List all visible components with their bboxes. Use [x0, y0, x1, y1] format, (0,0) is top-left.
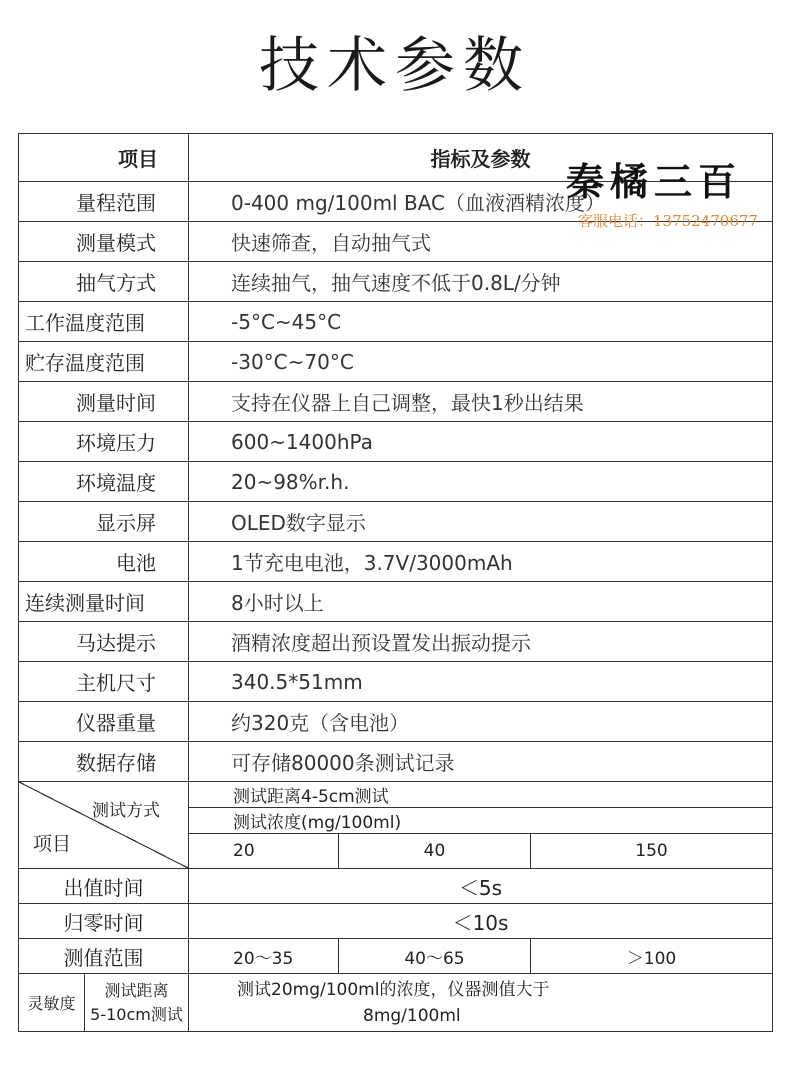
row-label: 仪器重量	[19, 702, 189, 742]
output-time-value: ＜5s	[189, 869, 773, 904]
header-spec: 指标及参数	[189, 134, 773, 182]
zero-time-value: ＜10s	[189, 904, 773, 939]
table-row	[19, 462, 773, 502]
row-value: 1节充电电池，3.7V/3000mAh	[189, 542, 773, 582]
row-value: 可存储80000条测试记录	[189, 742, 773, 782]
table-row	[19, 542, 773, 582]
row-label: 工作温度范围	[19, 302, 189, 342]
row-value: 600~1400hPa	[189, 422, 773, 462]
range-value-1: 20～35	[189, 939, 339, 974]
sensitivity-distance	[85, 974, 189, 1032]
sens-distance-line2: 5-10cm测试	[90, 1004, 183, 1024]
row-value: 340.5*51mm	[189, 662, 773, 702]
table-row	[19, 382, 773, 422]
row-value: 快速筛查，自动抽气式	[189, 222, 773, 262]
sensitivity-row	[19, 974, 773, 1032]
row-value: 0-400 mg/100ml BAC（血液酒精浓度）	[189, 182, 773, 222]
row-label: 显示屏	[19, 502, 189, 542]
table-row	[19, 662, 773, 702]
test-concentration: 测试浓度(mg/100ml)	[189, 808, 773, 834]
row-value: -5°C~45°C	[189, 302, 773, 342]
output-time-label: 出值时间	[19, 869, 189, 904]
row-label: 连续测量时间	[19, 582, 189, 622]
sensitivity-label: 灵敏度	[19, 974, 85, 1032]
row-value: 支持在仪器上自己调整，最快1秒出结果	[189, 382, 773, 422]
header-item: 项目	[19, 134, 189, 182]
row-value: 20~98%r.h.	[189, 462, 773, 502]
zero-time-label: 归零时间	[19, 904, 189, 939]
row-label: 环境压力	[19, 422, 189, 462]
table-row	[19, 582, 773, 622]
conc-value-1: 20	[189, 834, 339, 869]
row-label: 环境温度	[19, 462, 189, 502]
range-label: 测值范围	[19, 939, 189, 974]
range-row	[19, 939, 773, 974]
row-value: OLED数字显示	[189, 502, 773, 542]
table-row	[19, 342, 773, 382]
row-label: 测量模式	[19, 222, 189, 262]
table-row	[19, 422, 773, 462]
row-value: 8小时以上	[189, 582, 773, 622]
output-time-row	[19, 869, 773, 904]
row-label: 马达提示	[19, 622, 189, 662]
row-value: 约320克（含电池）	[189, 702, 773, 742]
range-value-2: 40～65	[339, 939, 531, 974]
row-value: 酒精浓度超出预设置发出振动提示	[189, 622, 773, 662]
watermark	[566, 160, 776, 250]
page-title: 技术参数	[259, 31, 531, 101]
sens-distance-line1: 测试距离	[104, 980, 169, 1000]
sensitivity-desc	[189, 974, 773, 1032]
conc-value-2: 40	[339, 834, 531, 869]
row-label: 量程范围	[19, 182, 189, 222]
diag-test-method: 测试方式	[92, 801, 160, 821]
watermark-signature: 秦橘三百	[566, 159, 743, 204]
row-label: 贮存温度范围	[19, 342, 189, 382]
zero-time-row	[19, 904, 773, 939]
row-label: 电池	[19, 542, 189, 582]
table-row	[19, 302, 773, 342]
conc-value-3: 150	[531, 834, 773, 869]
table-row	[19, 502, 773, 542]
table-row	[19, 262, 773, 302]
row-label: 抽气方式	[19, 262, 189, 302]
table-row	[19, 622, 773, 662]
table-row	[19, 742, 773, 782]
table-row	[19, 702, 773, 742]
watermark-phone: 客服电话：13752470677	[578, 212, 758, 230]
spec-table	[18, 133, 772, 1032]
range-value-3: ＞100	[531, 939, 773, 974]
sens-desc-line1: 测试20mg/100ml的浓度，仪器测值大于	[237, 979, 550, 1000]
diagonal-header-cell	[19, 782, 189, 869]
test-distance: 测试距离4-5cm测试	[189, 782, 773, 808]
diag-item: 项目	[33, 833, 72, 855]
row-label: 测量时间	[19, 382, 189, 422]
row-label: 数据存储	[19, 742, 189, 782]
row-value: -30°C~70°C	[189, 342, 773, 382]
row-value: 连续抽气，抽气速度不低于0.8L/分钟	[189, 262, 773, 302]
sens-desc-line2: 8mg/100ml	[363, 1005, 461, 1026]
row-label: 主机尺寸	[19, 662, 189, 702]
